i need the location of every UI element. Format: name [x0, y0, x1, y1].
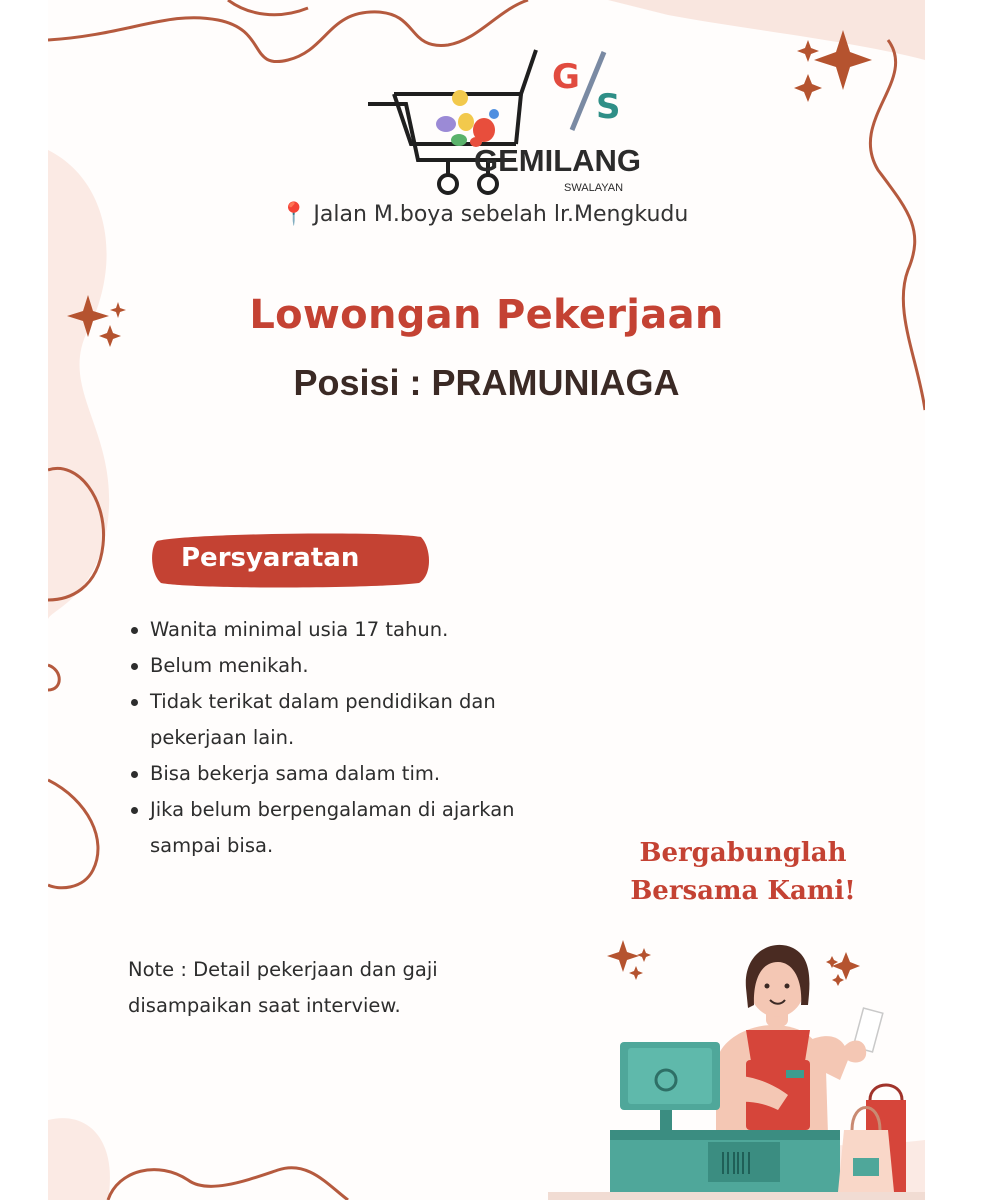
cashier-illustration — [548, 930, 925, 1200]
map-pin-icon: 📍 — [280, 202, 308, 227]
requirements-list — [128, 612, 558, 864]
swirl-top-left — [228, 0, 308, 15]
job-poster — [48, 0, 925, 1200]
brand-subtitle: SWALAYAN — [564, 182, 624, 194]
swirl-right — [870, 40, 925, 410]
list-item: Tidak terikat dalam pendidikan dan pekerjaan lain. — [128, 684, 558, 756]
swirl-left-low — [48, 665, 59, 690]
brand-logo — [366, 44, 666, 204]
requirements-badge — [151, 531, 431, 589]
svg-text:S: S — [596, 87, 621, 127]
cta-line-1: Bergabunglah — [639, 838, 847, 868]
brand-name: GEMILANG — [474, 143, 642, 178]
swirl-left-bottom — [48, 780, 98, 888]
note-text: Note : Detail pekerjaan dan gaji disampaikan saat interview. — [128, 958, 438, 1017]
list-item: Bisa bekerja sama dalam tim. — [128, 756, 558, 792]
list-item: Belum menikah. — [128, 648, 558, 684]
swirl-bottom — [108, 1168, 348, 1200]
svg-text:G: G — [552, 57, 580, 97]
position-title: Posisi : PRAMUNIAGA — [293, 362, 680, 403]
requirements-label: Persyaratan — [181, 543, 360, 573]
address-text: Jalan M.boya sebelah lr.Mengkudu — [313, 202, 689, 227]
blush-blob-bottom-left — [48, 1118, 110, 1200]
address-line — [280, 202, 740, 227]
call-to-action — [578, 834, 908, 910]
page-title: Lowongan Pekerjaan — [249, 292, 724, 338]
sparkle-icon — [607, 940, 860, 986]
cta-line-2: Bersama Kami! — [630, 876, 856, 906]
gs-monogram — [366, 44, 666, 204]
list-item: Wanita minimal usia 17 tahun. — [128, 612, 558, 648]
list-item: Jika belum berpengalaman di ajarkan sampai bisa. — [128, 792, 558, 864]
